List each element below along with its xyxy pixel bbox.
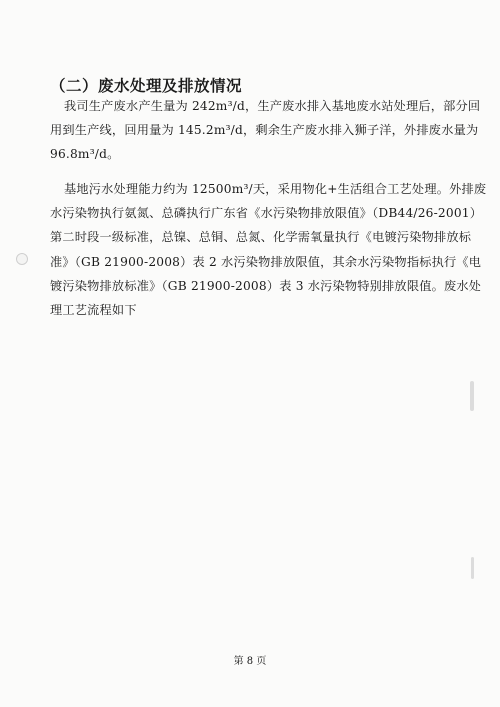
paragraph-line: 第二时段一级标准，总镍、总铜、总氮、化学需氧量执行《电镀污染物排放标 — [50, 230, 472, 245]
page-number: 第 8 页 — [233, 656, 267, 667]
paragraph-wastewater-volume — [50, 94, 481, 167]
paragraph-line: 理工艺流程如下 — [50, 303, 137, 318]
paragraph-line: 我司生产废水产生量为 242m³/d，生产废水排入基地废水站处理后，部分回 — [64, 99, 481, 113]
punch-hole-mark — [16, 253, 28, 265]
paragraph-line: 镀污染物排放标准》（GB 21900-2008）表 3 水污染物特别排放限值。废水处 — [50, 278, 482, 293]
scan-edge-mark — [471, 557, 474, 579]
paragraph-treatment-standards — [50, 177, 487, 322]
paragraph-line: 基地污水处理能力约为 12500m³/天，采用物化+生活组合工艺处理。外排废 — [64, 182, 487, 196]
section-heading: （二）废水处理及排放情况 — [50, 77, 243, 95]
paragraph-line: 准》（GB 21900-2008）表 2 水污染物排放限值，其余水污染物指标执行《电 — [50, 254, 482, 269]
paragraph-line: 96.8m³/d。 — [50, 147, 120, 162]
paragraph-line: 水污染物执行氨氮、总磷执行广东省《水污染物排放限值》（DB44/26-2001） — [50, 206, 483, 221]
paragraph-line: 用到生产线，回用量为 145.2m³/d，剩余生产废水排入狮子洋，外排废水量为 — [50, 123, 479, 138]
scan-edge-mark — [470, 381, 474, 411]
